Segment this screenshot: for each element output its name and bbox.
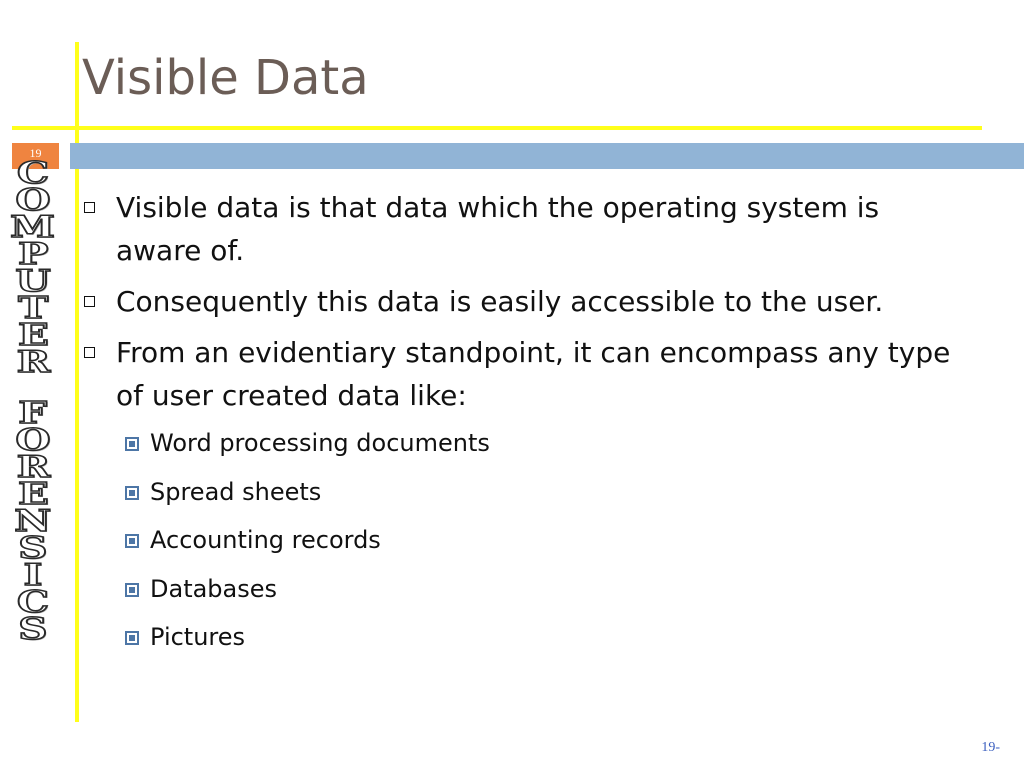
hollow-square-bullet-icon	[84, 202, 95, 213]
sub-bullet-item	[82, 571, 982, 607]
vertical-title-letter: U	[15, 264, 51, 299]
vertical-title-letter: R	[16, 345, 50, 380]
bullet-text: Consequently this data is easily accessible to the user.	[116, 285, 884, 318]
bullet-item	[82, 331, 966, 417]
vertical-title-letter: O	[15, 183, 51, 218]
hollow-square-bullet-icon	[84, 296, 95, 307]
vertical-title-letter: E	[17, 318, 49, 353]
bullet-item	[82, 186, 966, 272]
vertical-title-letter: I	[23, 558, 43, 593]
header-bar	[70, 143, 1024, 169]
filled-square-bullet-icon	[125, 437, 139, 451]
vertical-title-letter: F	[18, 396, 48, 431]
sub-bullet-text: Spread sheets	[150, 477, 322, 506]
bullet-item	[82, 280, 966, 323]
bullet-text: From an evidentiary standpoint, it can encompass any type of user created data like:	[116, 336, 951, 412]
vertical-title-letter: N	[14, 504, 52, 539]
sub-bullet-item	[82, 522, 982, 558]
bullet-text: Visible data is that data which the operating system is aware of.	[116, 191, 880, 267]
sub-bullet-item	[82, 474, 982, 510]
slide-title: Visible Data	[82, 50, 369, 106]
vertical-title-letter: T	[17, 291, 49, 326]
sub-bullet-text: Pictures	[150, 623, 246, 651]
vertical-title-letter: E	[17, 477, 49, 512]
slide-number: 19	[29, 146, 42, 160]
filled-square-bullet-icon	[125, 631, 139, 645]
filled-square-bullet-icon	[125, 534, 139, 548]
hollow-square-bullet-icon	[84, 347, 95, 358]
sub-bullet-text: Word processing documents	[150, 429, 490, 457]
vertical-title	[6, 156, 60, 647]
vertical-title-letter: O	[15, 423, 51, 458]
vertical-title-letter: S	[18, 531, 48, 566]
vertical-title-letter: S	[18, 612, 48, 647]
sub-bullet-text: Databases	[150, 574, 278, 603]
horizontal-accent-line	[12, 126, 982, 130]
vertical-title-letter: P	[17, 237, 49, 272]
sub-bullet-text: Accounting records	[150, 526, 381, 554]
sub-bullet-item	[82, 425, 982, 461]
footer-page-number: 19-	[981, 740, 1000, 755]
sub-bullet-item	[82, 619, 982, 655]
vertical-title-letter: C	[16, 156, 50, 191]
vertical-title-letter: R	[16, 450, 50, 485]
filled-square-bullet-icon	[125, 583, 139, 597]
vertical-title-letter: C	[16, 585, 50, 620]
slide-content	[82, 186, 982, 668]
vertical-title-letter: M	[10, 210, 56, 245]
filled-square-bullet-icon	[125, 486, 139, 500]
